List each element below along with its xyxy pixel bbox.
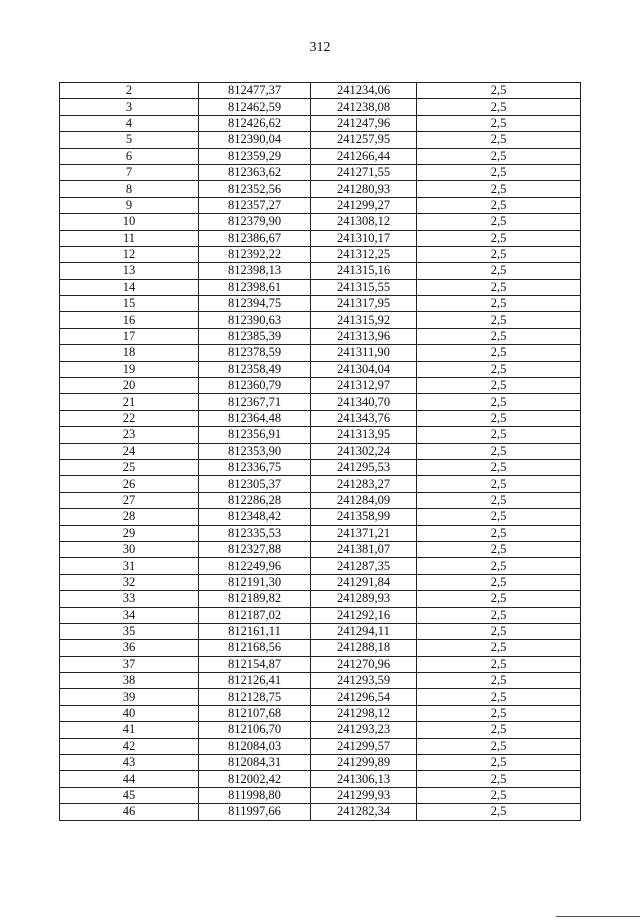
y-coordinate-cell: 241247,96 (311, 115, 417, 131)
table-row (60, 279, 581, 295)
error-cell: 2,5 (417, 738, 581, 754)
point-number-cell: 33 (60, 591, 199, 607)
x-coordinate-cell: 812002,42 (199, 771, 311, 787)
table-row (60, 509, 581, 525)
y-coordinate-cell: 241234,06 (311, 83, 417, 99)
y-coordinate-cell: 241343,76 (311, 410, 417, 426)
table-row (60, 345, 581, 361)
x-coordinate-cell: 812364,48 (199, 410, 311, 426)
y-coordinate-cell: 241289,93 (311, 591, 417, 607)
table-row (60, 132, 581, 148)
x-coordinate-cell: 812477,37 (199, 83, 311, 99)
page-number: 312 (309, 40, 331, 55)
y-coordinate-cell: 241292,16 (311, 607, 417, 623)
table-row (60, 263, 581, 279)
point-number-cell: 40 (60, 705, 199, 721)
x-coordinate-cell: 812327,88 (199, 541, 311, 557)
y-coordinate-cell: 241257,95 (311, 132, 417, 148)
error-cell: 2,5 (417, 296, 581, 312)
table-row (60, 164, 581, 180)
point-number-cell: 37 (60, 656, 199, 672)
point-number-cell: 30 (60, 541, 199, 557)
table-row (60, 623, 581, 639)
point-number-cell: 14 (60, 279, 199, 295)
point-number-cell: 28 (60, 509, 199, 525)
y-coordinate-cell: 241315,55 (311, 279, 417, 295)
table-row (60, 361, 581, 377)
error-cell: 2,5 (417, 656, 581, 672)
x-coordinate-cell: 812386,67 (199, 230, 311, 246)
y-coordinate-cell: 241299,89 (311, 755, 417, 771)
y-coordinate-cell: 241371,21 (311, 525, 417, 541)
y-coordinate-cell: 241295,53 (311, 459, 417, 475)
point-number-cell: 11 (60, 230, 199, 246)
x-coordinate-cell: 812305,37 (199, 476, 311, 492)
y-coordinate-cell: 241312,97 (311, 378, 417, 394)
error-cell: 2,5 (417, 525, 581, 541)
table-row (60, 328, 581, 344)
y-coordinate-cell: 241315,16 (311, 263, 417, 279)
point-number-cell: 6 (60, 148, 199, 164)
x-coordinate-cell: 812360,79 (199, 378, 311, 394)
table-row (60, 591, 581, 607)
error-cell: 2,5 (417, 328, 581, 344)
point-number-cell: 21 (60, 394, 199, 410)
y-coordinate-cell: 241315,92 (311, 312, 417, 328)
point-number-cell: 13 (60, 263, 199, 279)
point-number-cell: 2 (60, 83, 199, 99)
error-cell: 2,5 (417, 263, 581, 279)
error-cell: 2,5 (417, 345, 581, 361)
point-number-cell: 24 (60, 443, 199, 459)
point-number-cell: 8 (60, 181, 199, 197)
y-coordinate-cell: 241271,55 (311, 164, 417, 180)
table-row (60, 771, 581, 787)
table-row (60, 689, 581, 705)
y-coordinate-cell: 241312,25 (311, 246, 417, 262)
error-cell: 2,5 (417, 361, 581, 377)
y-coordinate-cell: 241304,04 (311, 361, 417, 377)
y-coordinate-cell: 241306,13 (311, 771, 417, 787)
table-row (60, 673, 581, 689)
point-number-cell: 12 (60, 246, 199, 262)
table-row (60, 378, 581, 394)
table-row (60, 99, 581, 115)
error-cell: 2,5 (417, 443, 581, 459)
x-coordinate-cell: 812367,71 (199, 394, 311, 410)
y-coordinate-cell: 241287,35 (311, 558, 417, 574)
error-cell: 2,5 (417, 312, 581, 328)
table-row (60, 197, 581, 213)
error-cell: 2,5 (417, 492, 581, 508)
x-coordinate-cell: 812128,75 (199, 689, 311, 705)
error-cell: 2,5 (417, 214, 581, 230)
table-row (60, 214, 581, 230)
error-cell: 2,5 (417, 459, 581, 475)
error-cell: 2,5 (417, 378, 581, 394)
point-number-cell: 42 (60, 738, 199, 754)
error-cell: 2,5 (417, 705, 581, 721)
point-number-cell: 25 (60, 459, 199, 475)
x-coordinate-cell: 812336,75 (199, 459, 311, 475)
point-number-cell: 35 (60, 623, 199, 639)
error-cell: 2,5 (417, 83, 581, 99)
x-coordinate-cell: 812126,41 (199, 673, 311, 689)
x-coordinate-cell: 812398,61 (199, 279, 311, 295)
point-number-cell: 18 (60, 345, 199, 361)
y-coordinate-cell: 241288,18 (311, 640, 417, 656)
error-cell: 2,5 (417, 148, 581, 164)
x-coordinate-cell: 811997,66 (199, 804, 311, 820)
error-cell: 2,5 (417, 591, 581, 607)
x-coordinate-cell: 812378,59 (199, 345, 311, 361)
point-number-cell: 29 (60, 525, 199, 541)
error-cell: 2,5 (417, 181, 581, 197)
x-coordinate-cell: 812187,02 (199, 607, 311, 623)
x-coordinate-cell: 812359,29 (199, 148, 311, 164)
error-cell: 2,5 (417, 787, 581, 803)
x-coordinate-cell: 812385,39 (199, 328, 311, 344)
error-cell: 2,5 (417, 509, 581, 525)
table-row (60, 312, 581, 328)
y-coordinate-cell: 241298,12 (311, 705, 417, 721)
x-coordinate-cell: 812189,82 (199, 591, 311, 607)
point-number-cell: 39 (60, 689, 199, 705)
error-cell: 2,5 (417, 640, 581, 656)
error-cell: 2,5 (417, 804, 581, 820)
y-coordinate-cell: 241310,17 (311, 230, 417, 246)
table-row (60, 410, 581, 426)
point-number-cell: 15 (60, 296, 199, 312)
table-row (60, 558, 581, 574)
y-coordinate-cell: 241238,08 (311, 99, 417, 115)
y-coordinate-cell: 241293,59 (311, 673, 417, 689)
point-number-cell: 3 (60, 99, 199, 115)
point-number-cell: 46 (60, 804, 199, 820)
x-coordinate-cell: 812352,56 (199, 181, 311, 197)
x-coordinate-cell: 812107,68 (199, 705, 311, 721)
x-coordinate-cell: 812357,27 (199, 197, 311, 213)
x-coordinate-cell: 812286,28 (199, 492, 311, 508)
x-coordinate-cell: 812394,75 (199, 296, 311, 312)
y-coordinate-cell: 241299,27 (311, 197, 417, 213)
error-cell: 2,5 (417, 394, 581, 410)
error-cell: 2,5 (417, 427, 581, 443)
y-coordinate-cell: 241340,70 (311, 394, 417, 410)
point-number-cell: 5 (60, 132, 199, 148)
x-coordinate-cell: 812390,04 (199, 132, 311, 148)
point-number-cell: 43 (60, 755, 199, 771)
table-row (60, 476, 581, 492)
point-number-cell: 32 (60, 574, 199, 590)
table-body (60, 83, 581, 821)
error-cell: 2,5 (417, 230, 581, 246)
error-cell: 2,5 (417, 771, 581, 787)
point-number-cell: 27 (60, 492, 199, 508)
table-row (60, 607, 581, 623)
point-number-cell: 38 (60, 673, 199, 689)
y-coordinate-cell: 241296,54 (311, 689, 417, 705)
table-row (60, 787, 581, 803)
bottom-divider (556, 916, 640, 917)
table-row (60, 296, 581, 312)
table-row (60, 83, 581, 99)
table-row (60, 755, 581, 771)
y-coordinate-cell: 241299,93 (311, 787, 417, 803)
x-coordinate-cell: 812358,49 (199, 361, 311, 377)
table-row (60, 443, 581, 459)
error-cell: 2,5 (417, 623, 581, 639)
x-coordinate-cell: 812392,22 (199, 246, 311, 262)
y-coordinate-cell: 241280,93 (311, 181, 417, 197)
y-coordinate-cell: 241266,44 (311, 148, 417, 164)
x-coordinate-cell: 812249,96 (199, 558, 311, 574)
point-number-cell: 22 (60, 410, 199, 426)
point-number-cell: 23 (60, 427, 199, 443)
point-number-cell: 36 (60, 640, 199, 656)
table-row (60, 492, 581, 508)
x-coordinate-cell: 812426,62 (199, 115, 311, 131)
error-cell: 2,5 (417, 673, 581, 689)
error-cell: 2,5 (417, 115, 581, 131)
error-cell: 2,5 (417, 722, 581, 738)
y-coordinate-cell: 241294,11 (311, 623, 417, 639)
point-number-cell: 4 (60, 115, 199, 131)
error-cell: 2,5 (417, 99, 581, 115)
x-coordinate-cell: 812462,59 (199, 99, 311, 115)
x-coordinate-cell: 812363,62 (199, 164, 311, 180)
x-coordinate-cell: 812161,11 (199, 623, 311, 639)
y-coordinate-cell: 241283,27 (311, 476, 417, 492)
x-coordinate-cell: 812398,13 (199, 263, 311, 279)
point-number-cell: 19 (60, 361, 199, 377)
y-coordinate-cell: 241358,99 (311, 509, 417, 525)
y-coordinate-cell: 241311,90 (311, 345, 417, 361)
y-coordinate-cell: 241313,95 (311, 427, 417, 443)
table-row (60, 394, 581, 410)
y-coordinate-cell: 241317,95 (311, 296, 417, 312)
x-coordinate-cell: 812353,90 (199, 443, 311, 459)
table-row (60, 705, 581, 721)
x-coordinate-cell: 811998,80 (199, 787, 311, 803)
point-number-cell: 16 (60, 312, 199, 328)
table-row (60, 115, 581, 131)
point-number-cell: 9 (60, 197, 199, 213)
point-number-cell: 41 (60, 722, 199, 738)
table-row (60, 541, 581, 557)
coordinates-table (59, 82, 581, 821)
table-row (60, 574, 581, 590)
y-coordinate-cell: 241313,96 (311, 328, 417, 344)
y-coordinate-cell: 241381,07 (311, 541, 417, 557)
table-row (60, 148, 581, 164)
x-coordinate-cell: 812154,87 (199, 656, 311, 672)
error-cell: 2,5 (417, 574, 581, 590)
y-coordinate-cell: 241293,23 (311, 722, 417, 738)
point-number-cell: 20 (60, 378, 199, 394)
table-row (60, 738, 581, 754)
error-cell: 2,5 (417, 558, 581, 574)
point-number-cell: 10 (60, 214, 199, 230)
table-row (60, 459, 581, 475)
x-coordinate-cell: 812084,31 (199, 755, 311, 771)
point-number-cell: 31 (60, 558, 199, 574)
error-cell: 2,5 (417, 541, 581, 557)
x-coordinate-cell: 812168,56 (199, 640, 311, 656)
error-cell: 2,5 (417, 164, 581, 180)
table-row (60, 525, 581, 541)
table-row (60, 427, 581, 443)
table-row (60, 181, 581, 197)
y-coordinate-cell: 241270,96 (311, 656, 417, 672)
table-row (60, 804, 581, 820)
x-coordinate-cell: 812191,30 (199, 574, 311, 590)
x-coordinate-cell: 812356,91 (199, 427, 311, 443)
table-row (60, 656, 581, 672)
x-coordinate-cell: 812348,42 (199, 509, 311, 525)
error-cell: 2,5 (417, 279, 581, 295)
error-cell: 2,5 (417, 132, 581, 148)
y-coordinate-cell: 241302,24 (311, 443, 417, 459)
error-cell: 2,5 (417, 410, 581, 426)
table-row (60, 246, 581, 262)
y-coordinate-cell: 241284,09 (311, 492, 417, 508)
point-number-cell: 7 (60, 164, 199, 180)
error-cell: 2,5 (417, 476, 581, 492)
y-coordinate-cell: 241291,84 (311, 574, 417, 590)
point-number-cell: 26 (60, 476, 199, 492)
x-coordinate-cell: 812106,70 (199, 722, 311, 738)
table-row (60, 640, 581, 656)
error-cell: 2,5 (417, 689, 581, 705)
error-cell: 2,5 (417, 607, 581, 623)
x-coordinate-cell: 812390,63 (199, 312, 311, 328)
error-cell: 2,5 (417, 755, 581, 771)
point-number-cell: 45 (60, 787, 199, 803)
x-coordinate-cell: 812379,90 (199, 214, 311, 230)
table-row (60, 230, 581, 246)
point-number-cell: 34 (60, 607, 199, 623)
error-cell: 2,5 (417, 246, 581, 262)
error-cell: 2,5 (417, 197, 581, 213)
point-number-cell: 44 (60, 771, 199, 787)
point-number-cell: 17 (60, 328, 199, 344)
y-coordinate-cell: 241308,12 (311, 214, 417, 230)
x-coordinate-cell: 812084,03 (199, 738, 311, 754)
table-row (60, 722, 581, 738)
y-coordinate-cell: 241282,34 (311, 804, 417, 820)
y-coordinate-cell: 241299,57 (311, 738, 417, 754)
x-coordinate-cell: 812335,53 (199, 525, 311, 541)
